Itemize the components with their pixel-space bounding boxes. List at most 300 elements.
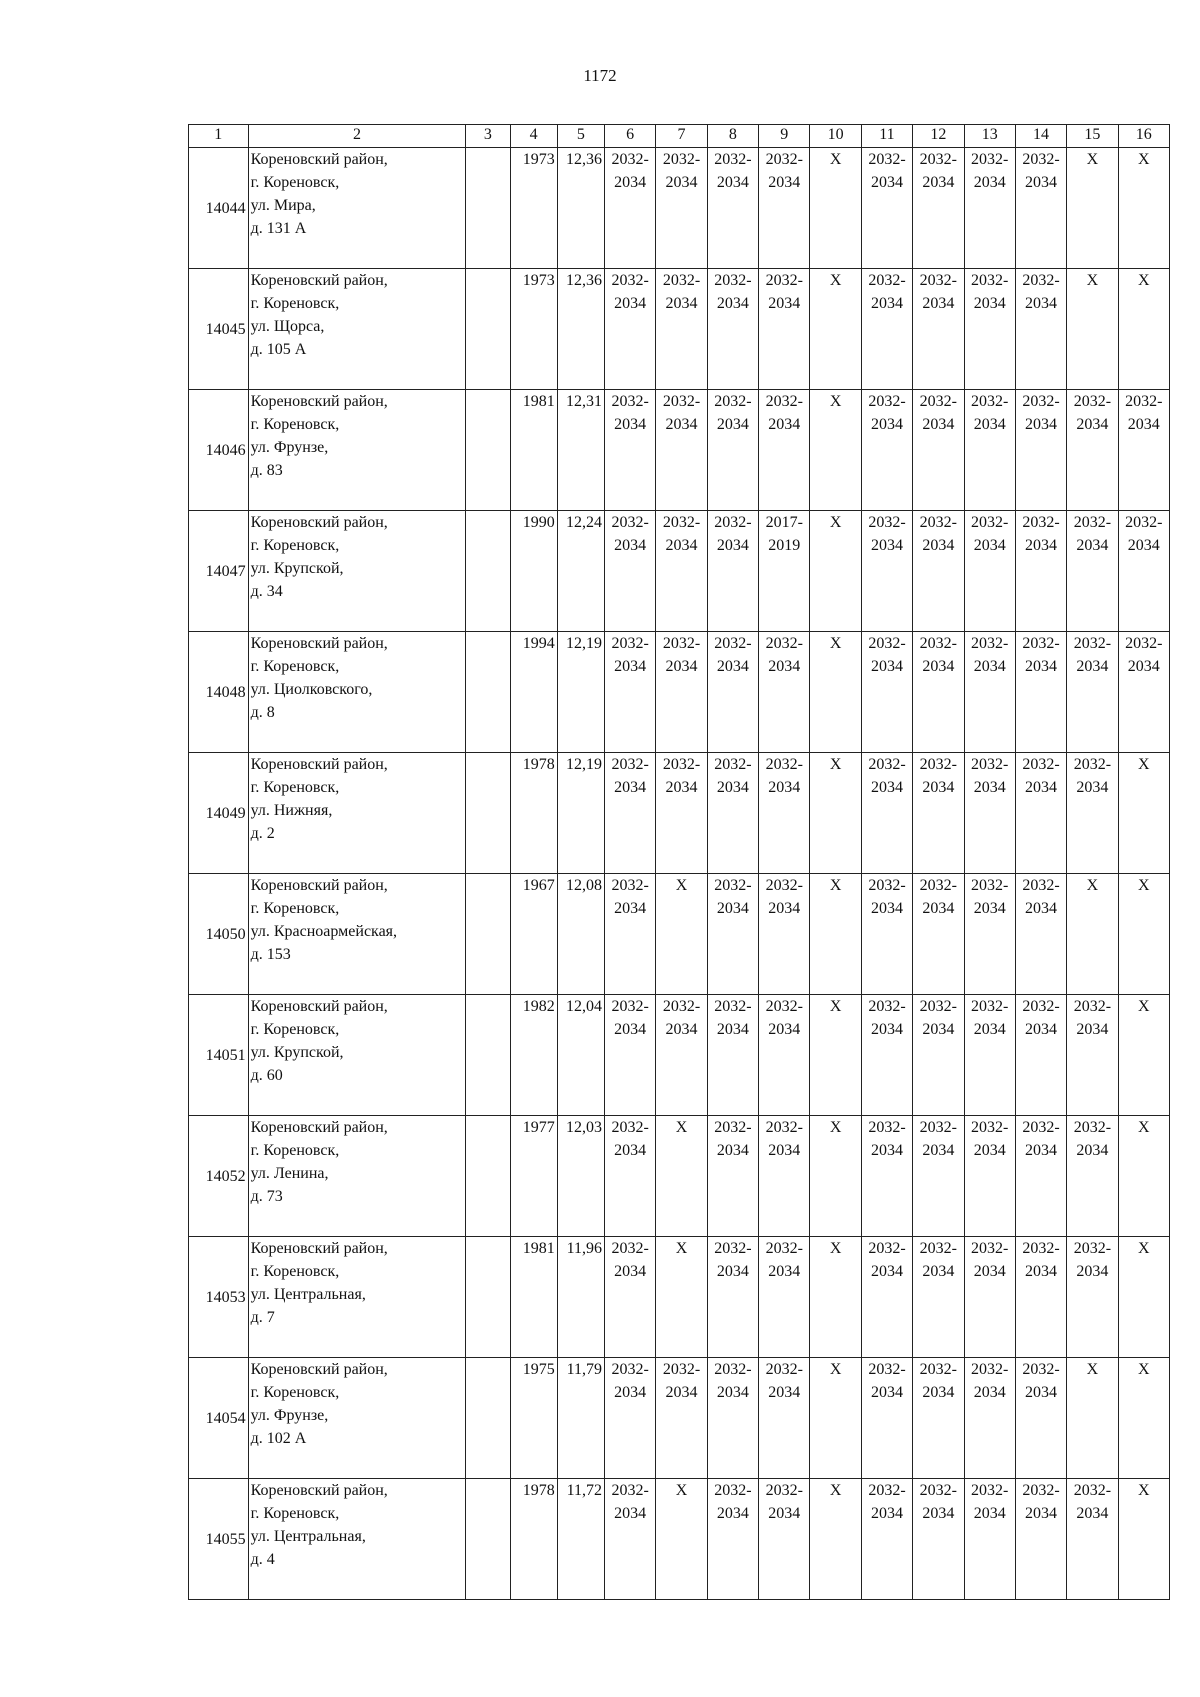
- period-cell-col13: [964, 511, 1015, 632]
- period-cell-col14: [1015, 1237, 1066, 1358]
- record-number: 14046: [189, 390, 249, 511]
- period-cell-col10: [810, 753, 861, 874]
- address-line: г. Кореновск,: [250, 537, 340, 554]
- period-cell-col7: [656, 632, 707, 753]
- period-cell-col11: [861, 390, 912, 511]
- address-line: г. Кореновск,: [250, 416, 340, 433]
- period-range: 2032- 2034: [919, 998, 957, 1038]
- period-cell-col6: [605, 148, 656, 269]
- period-cell-col7: [656, 1237, 707, 1358]
- period-cell-col7: [656, 1479, 707, 1600]
- period-range: 2032- 2034: [1073, 393, 1112, 433]
- period-cell-col8: [707, 1358, 758, 1479]
- period-cell-col11: [861, 511, 912, 632]
- address-line: ул. Циолковского,: [250, 681, 373, 698]
- year-cell: 1978: [510, 1479, 557, 1600]
- record-number: 14044: [189, 148, 249, 269]
- period-range: 2032- 2034: [1022, 393, 1060, 433]
- period-range: 2032- 2034: [971, 1240, 1009, 1280]
- column-header-12: 12: [913, 125, 964, 148]
- table-row: [189, 511, 1170, 632]
- period-cell-col15: [1067, 632, 1118, 753]
- period-range: 2032- 2034: [971, 1482, 1009, 1522]
- period-cell-col6: [605, 995, 656, 1116]
- period-range: 2032- 2034: [765, 1361, 803, 1401]
- period-range: 2032- 2034: [714, 393, 752, 433]
- period-cell-col7: [656, 148, 707, 269]
- period-cell-col9: [759, 1358, 810, 1479]
- x-mark: X: [675, 877, 688, 894]
- period-cell-col12: [913, 632, 964, 753]
- address-line: Кореновский район,: [250, 998, 388, 1015]
- period-cell-col8: [707, 148, 758, 269]
- column-3-cell: [466, 1358, 510, 1479]
- x-mark: X: [829, 877, 842, 894]
- x-mark: X: [1086, 151, 1099, 168]
- period-cell-col14: [1015, 390, 1066, 511]
- x-mark: X: [829, 1361, 842, 1378]
- address-line: г. Кореновск,: [250, 1263, 340, 1280]
- period-cell-col14: [1015, 753, 1066, 874]
- period-cell-col12: [913, 995, 964, 1116]
- period-cell-col7: [656, 874, 707, 995]
- period-range: 2032- 2034: [611, 1240, 649, 1280]
- period-range: 2032- 2034: [611, 1361, 649, 1401]
- column-header-4: 4: [510, 125, 557, 148]
- x-mark: X: [829, 151, 842, 168]
- period-range: 2032- 2034: [714, 1240, 752, 1280]
- record-number: 14053: [189, 1237, 249, 1358]
- table-body: [189, 148, 1170, 1600]
- period-cell-col12: [913, 148, 964, 269]
- x-mark: X: [829, 514, 842, 531]
- period-cell-col11: [861, 148, 912, 269]
- period-cell-col15: [1067, 874, 1118, 995]
- address-line: ул. Ленина,: [250, 1165, 329, 1182]
- period-range: 2032- 2034: [868, 1482, 906, 1522]
- column-header-14: 14: [1015, 125, 1066, 148]
- address-line: Кореновский район,: [250, 756, 388, 773]
- period-range: 2032- 2034: [868, 635, 906, 675]
- address-line: ул. Крупской,: [250, 560, 344, 577]
- registry-table-container: [188, 124, 1170, 1600]
- period-cell-col10: [810, 390, 861, 511]
- period-range: 2032- 2034: [1022, 756, 1060, 796]
- period-cell-col14: [1015, 874, 1066, 995]
- table-row: [189, 1479, 1170, 1600]
- period-cell-col6: [605, 753, 656, 874]
- table-row: [189, 269, 1170, 390]
- period-cell-col6: [605, 511, 656, 632]
- period-cell-col12: [913, 269, 964, 390]
- x-mark: X: [1138, 1361, 1150, 1378]
- address-line: д. 83: [250, 462, 283, 479]
- period-cell-col10: [810, 1358, 861, 1479]
- period-cell-col9: [759, 753, 810, 874]
- period-range: 2032- 2034: [1022, 272, 1060, 312]
- period-range: 2032- 2034: [868, 756, 906, 796]
- column-header-15: 15: [1067, 125, 1118, 148]
- period-range: 2032- 2034: [1022, 998, 1060, 1038]
- period-range: 2032- 2034: [714, 272, 752, 312]
- period-cell-col7: [656, 269, 707, 390]
- period-range: 2032- 2034: [714, 635, 752, 675]
- period-cell-col10: [810, 269, 861, 390]
- year-cell: 1978: [510, 753, 557, 874]
- period-range: 2032- 2034: [971, 272, 1009, 312]
- address-cell: [248, 1237, 466, 1358]
- period-range: 2032- 2034: [971, 151, 1009, 191]
- period-cell-col16: [1118, 874, 1169, 995]
- period-range: 2032- 2034: [714, 514, 752, 554]
- address-line: г. Кореновск,: [250, 1021, 340, 1038]
- column-header-6: 6: [605, 125, 656, 148]
- year-cell: 1981: [510, 1237, 557, 1358]
- address-line: ул. Крупской,: [250, 1044, 344, 1061]
- period-cell-col13: [964, 1358, 1015, 1479]
- period-range: 2032- 2034: [919, 1240, 957, 1280]
- period-cell-col14: [1015, 1358, 1066, 1479]
- period-cell-col12: [913, 1479, 964, 1600]
- period-range: 2032- 2034: [919, 1361, 957, 1401]
- address-line: ул. Нижняя,: [250, 802, 333, 819]
- period-range: 2032- 2034: [765, 272, 803, 312]
- x-mark: X: [1086, 877, 1099, 894]
- period-cell-col9: [759, 1237, 810, 1358]
- period-range: 2032- 2034: [714, 1119, 752, 1159]
- address-line: д. 60: [250, 1067, 283, 1084]
- column-3-cell: [466, 1237, 510, 1358]
- record-number: 14055: [189, 1479, 249, 1600]
- period-range: 2032- 2034: [868, 514, 906, 554]
- x-mark: X: [675, 1119, 688, 1136]
- period-cell-col10: [810, 632, 861, 753]
- period-cell-col7: [656, 1116, 707, 1237]
- period-range: 2032- 2034: [868, 151, 906, 191]
- period-range: 2032- 2034: [611, 1119, 649, 1159]
- period-range: 2032- 2034: [662, 998, 701, 1038]
- value-cell: 12,24: [557, 511, 604, 632]
- address-line: д. 73: [250, 1188, 283, 1205]
- period-range: 2032- 2034: [611, 756, 649, 796]
- period-cell-col16: [1118, 995, 1169, 1116]
- period-cell-col13: [964, 1116, 1015, 1237]
- column-3-cell: [466, 511, 510, 632]
- x-mark: X: [1138, 272, 1150, 289]
- address-line: ул. Красноармейская,: [250, 923, 398, 940]
- x-mark: X: [1138, 756, 1150, 773]
- period-cell-col13: [964, 390, 1015, 511]
- address-line: Кореновский район,: [250, 514, 388, 531]
- header-row: [189, 125, 1170, 148]
- period-range: 2032- 2034: [765, 1119, 803, 1159]
- value-cell: 12,08: [557, 874, 604, 995]
- address-cell: [248, 995, 466, 1116]
- period-cell-col11: [861, 632, 912, 753]
- period-cell-col11: [861, 1237, 912, 1358]
- period-cell-col15: [1067, 995, 1118, 1116]
- year-cell: 1981: [510, 390, 557, 511]
- period-cell-col9: [759, 874, 810, 995]
- period-cell-col13: [964, 632, 1015, 753]
- period-cell-col7: [656, 1358, 707, 1479]
- period-range: 2032- 2034: [868, 1240, 906, 1280]
- address-line: Кореновский район,: [250, 1240, 388, 1257]
- period-cell-col16: [1118, 269, 1169, 390]
- period-cell-col14: [1015, 148, 1066, 269]
- year-cell: 1967: [510, 874, 557, 995]
- period-cell-col6: [605, 874, 656, 995]
- address-cell: [248, 874, 466, 995]
- record-number: 14050: [189, 874, 249, 995]
- table-row: [189, 874, 1170, 995]
- period-cell-col8: [707, 390, 758, 511]
- address-line: г. Кореновск,: [250, 1142, 340, 1159]
- period-cell-col15: [1067, 269, 1118, 390]
- period-range: 2032- 2034: [714, 877, 752, 917]
- value-cell: 12,36: [557, 148, 604, 269]
- period-cell-col15: [1067, 1237, 1118, 1358]
- year-cell: 1975: [510, 1358, 557, 1479]
- period-cell-col15: [1067, 1479, 1118, 1600]
- period-cell-col12: [913, 753, 964, 874]
- period-range: 2032- 2034: [868, 272, 906, 312]
- period-cell-col14: [1015, 1479, 1066, 1600]
- value-cell: 12,31: [557, 390, 604, 511]
- period-cell-col14: [1015, 995, 1066, 1116]
- period-range: 2032- 2034: [1073, 1119, 1112, 1159]
- period-range: 2032- 2034: [714, 998, 752, 1038]
- period-cell-col15: [1067, 1358, 1118, 1479]
- column-header-3: 3: [466, 125, 510, 148]
- period-range: 2032- 2034: [868, 1119, 906, 1159]
- period-cell-col11: [861, 753, 912, 874]
- address-line: ул. Фрунзе,: [250, 439, 329, 456]
- address-line: Кореновский район,: [250, 635, 388, 652]
- x-mark: X: [829, 1119, 842, 1136]
- period-cell-col16: [1118, 1237, 1169, 1358]
- address-line: Кореновский район,: [250, 393, 388, 410]
- x-mark: X: [829, 635, 842, 652]
- period-cell-col11: [861, 1479, 912, 1600]
- address-line: д. 34: [250, 583, 283, 600]
- x-mark: X: [1138, 1240, 1150, 1257]
- address-line: Кореновский район,: [250, 1482, 388, 1499]
- address-line: г. Кореновск,: [250, 174, 340, 191]
- period-range: 2032- 2034: [1022, 1119, 1060, 1159]
- column-header-8: 8: [707, 125, 758, 148]
- x-mark: X: [829, 393, 842, 410]
- period-cell-col16: [1118, 632, 1169, 753]
- x-mark: X: [829, 1240, 842, 1257]
- period-cell-col15: [1067, 753, 1118, 874]
- period-range: 2032- 2034: [868, 877, 906, 917]
- period-range: 2032- 2034: [919, 393, 957, 433]
- period-range: 2032- 2034: [919, 1119, 957, 1159]
- period-cell-col13: [964, 269, 1015, 390]
- period-range: 2032- 2034: [1125, 514, 1163, 554]
- year-cell: 1982: [510, 995, 557, 1116]
- period-cell-col12: [913, 511, 964, 632]
- period-range: 2032- 2034: [765, 151, 803, 191]
- column-header-5: 5: [557, 125, 604, 148]
- period-cell-col9: [759, 511, 810, 632]
- period-cell-col11: [861, 995, 912, 1116]
- period-range: 2032- 2034: [765, 998, 803, 1038]
- column-3-cell: [466, 874, 510, 995]
- value-cell: 12,03: [557, 1116, 604, 1237]
- period-cell-col13: [964, 753, 1015, 874]
- period-range: 2032- 2034: [714, 756, 752, 796]
- column-header-9: 9: [759, 125, 810, 148]
- period-cell-col16: [1118, 390, 1169, 511]
- period-cell-col6: [605, 1116, 656, 1237]
- x-mark: X: [1138, 1482, 1150, 1499]
- column-3-cell: [466, 995, 510, 1116]
- period-cell-col13: [964, 995, 1015, 1116]
- address-line: г. Кореновск,: [250, 658, 340, 675]
- address-line: г. Кореновск,: [250, 900, 340, 917]
- period-cell-col13: [964, 1237, 1015, 1358]
- table-row: [189, 148, 1170, 269]
- period-cell-col8: [707, 874, 758, 995]
- period-range: 2032- 2034: [611, 877, 649, 917]
- period-cell-col12: [913, 1237, 964, 1358]
- x-mark: X: [1138, 151, 1150, 168]
- column-3-cell: [466, 148, 510, 269]
- period-range: 2032- 2034: [765, 1240, 803, 1280]
- address-line: д. 2: [250, 825, 275, 842]
- table-row: [189, 390, 1170, 511]
- period-range: 2032- 2034: [662, 272, 701, 312]
- period-cell-col10: [810, 995, 861, 1116]
- period-range: 2032- 2034: [1022, 1361, 1060, 1401]
- period-range: 2032- 2034: [611, 514, 649, 554]
- period-range: 2032- 2034: [919, 514, 957, 554]
- period-cell-col9: [759, 148, 810, 269]
- period-range: 2032- 2034: [662, 1361, 701, 1401]
- period-range: 2032- 2034: [765, 877, 803, 917]
- period-cell-col12: [913, 874, 964, 995]
- period-range: 2032- 2034: [765, 635, 803, 675]
- period-range: 2032- 2034: [611, 151, 649, 191]
- period-range: 2032- 2034: [765, 1482, 803, 1522]
- period-cell-col11: [861, 874, 912, 995]
- column-header-13: 13: [964, 125, 1015, 148]
- address-cell: [248, 632, 466, 753]
- period-cell-col7: [656, 511, 707, 632]
- period-cell-col6: [605, 269, 656, 390]
- period-cell-col8: [707, 511, 758, 632]
- period-range: 2032- 2034: [868, 393, 906, 433]
- period-cell-col8: [707, 632, 758, 753]
- period-cell-col14: [1015, 632, 1066, 753]
- period-cell-col8: [707, 269, 758, 390]
- period-cell-col11: [861, 1116, 912, 1237]
- period-cell-col11: [861, 1358, 912, 1479]
- period-range: 2032- 2034: [971, 1361, 1009, 1401]
- table-row: [189, 995, 1170, 1116]
- period-cell-col13: [964, 874, 1015, 995]
- table-row: [189, 1358, 1170, 1479]
- period-range: 2032- 2034: [611, 393, 649, 433]
- address-line: Кореновский район,: [250, 877, 388, 894]
- period-cell-col8: [707, 995, 758, 1116]
- period-range: 2032- 2034: [662, 151, 701, 191]
- period-range: 2032- 2034: [1073, 514, 1112, 554]
- period-cell-col10: [810, 1237, 861, 1358]
- period-range: 2032- 2034: [662, 756, 701, 796]
- period-cell-col7: [656, 753, 707, 874]
- period-range: 2032- 2034: [765, 756, 803, 796]
- period-cell-col16: [1118, 753, 1169, 874]
- period-cell-col9: [759, 995, 810, 1116]
- period-range: 2032- 2034: [971, 998, 1009, 1038]
- address-line: Кореновский район,: [250, 151, 388, 168]
- address-line: Кореновский район,: [250, 272, 388, 289]
- period-cell-col13: [964, 1479, 1015, 1600]
- period-range: 2032- 2034: [971, 877, 1009, 917]
- column-header-2: 2: [248, 125, 466, 148]
- address-line: д. 153: [250, 946, 291, 963]
- column-3-cell: [466, 269, 510, 390]
- period-cell-col12: [913, 1116, 964, 1237]
- period-range: 2032- 2034: [971, 635, 1009, 675]
- period-cell-col7: [656, 390, 707, 511]
- address-line: г. Кореновск,: [250, 1505, 340, 1522]
- address-line: д. 4: [250, 1551, 275, 1568]
- value-cell: 11,72: [557, 1479, 604, 1600]
- address-cell: [248, 753, 466, 874]
- period-cell-col14: [1015, 269, 1066, 390]
- period-range: 2032- 2034: [919, 635, 957, 675]
- period-range: 2032- 2034: [919, 151, 957, 191]
- period-cell-col9: [759, 632, 810, 753]
- period-cell-col12: [913, 390, 964, 511]
- x-mark: X: [675, 1240, 688, 1257]
- address-cell: [248, 1116, 466, 1237]
- x-mark: X: [1086, 272, 1099, 289]
- period-range: 2032- 2034: [1125, 635, 1163, 675]
- period-range: 2032- 2034: [1022, 1482, 1060, 1522]
- x-mark: X: [829, 272, 842, 289]
- record-number: 14051: [189, 995, 249, 1116]
- period-range: 2032- 2034: [1022, 514, 1060, 554]
- period-cell-col14: [1015, 1116, 1066, 1237]
- value-cell: 11,79: [557, 1358, 604, 1479]
- period-range: 2032- 2034: [611, 272, 649, 312]
- value-cell: 12,36: [557, 269, 604, 390]
- period-cell-col6: [605, 1237, 656, 1358]
- column-header-7: 7: [656, 125, 707, 148]
- period-range: 2032- 2034: [1073, 756, 1112, 796]
- period-cell-col6: [605, 1358, 656, 1479]
- column-3-cell: [466, 1116, 510, 1237]
- address-cell: [248, 390, 466, 511]
- period-range: 2032- 2034: [971, 756, 1009, 796]
- year-cell: 1977: [510, 1116, 557, 1237]
- period-range: 2032- 2034: [971, 1119, 1009, 1159]
- period-cell-col10: [810, 1479, 861, 1600]
- period-range: 2032- 2034: [611, 1482, 649, 1522]
- period-range: 2032- 2034: [919, 1482, 957, 1522]
- period-cell-col9: [759, 1116, 810, 1237]
- period-range: 2032- 2034: [868, 1361, 906, 1401]
- record-number: 14054: [189, 1358, 249, 1479]
- address-line: ул. Щорса,: [250, 318, 325, 335]
- address-line: ул. Мира,: [250, 197, 316, 214]
- address-line: г. Кореновск,: [250, 779, 340, 796]
